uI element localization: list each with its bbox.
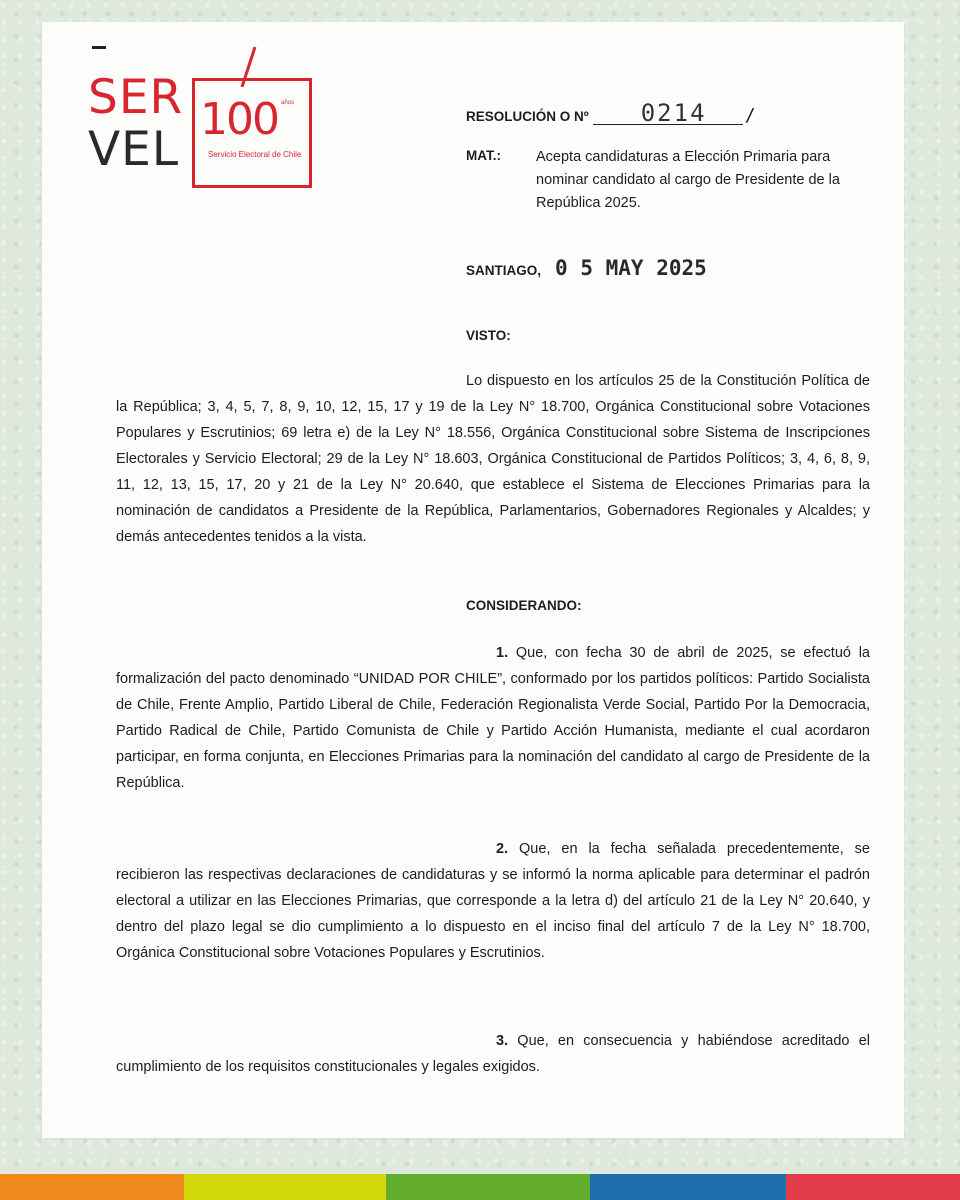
color-segment-blue — [590, 1174, 786, 1200]
item-text: Que, en la fecha señalada precedentemente, se recibieron las respectivas declaraciones de candidaturas y se informó la norma aplicable para determinar el padrón electoral a utilizar en las Elecciones Primarias, que corresponde a la letra d) del artículo 21 de la Ley N° 20.640, y dentro del plazo legal se dio cumplimiento a lo dispuesto en el inciso final del artículo 7 de la Ley N° 18.700, Orgánica Constitucional sobre Votaciones Populares y Escrutinios. — [116, 841, 870, 961]
logo-anos-label: años — [281, 100, 295, 106]
color-segment-green — [386, 1174, 590, 1200]
item-text: Que, en consecuencia y habiéndose acreditado el cumplimiento de los requisitos constitucionales y legales exigidos. — [116, 1033, 870, 1075]
resolution-suffix: / — [744, 105, 756, 126]
brand-color-bar — [0, 1174, 960, 1200]
item-number: 3. — [496, 1033, 509, 1049]
date-stamp: 0 5 MAY 2025 — [555, 256, 707, 280]
resolution-number: 0214 — [593, 102, 743, 125]
logo-dash — [92, 46, 106, 49]
color-segment-lime — [184, 1174, 386, 1200]
considerando-item-3 — [116, 1028, 870, 1080]
considerando-item-1 — [116, 640, 870, 796]
resolution-label: RESOLUCIÓN O Nº — [466, 109, 589, 124]
visto-heading: VISTO: — [466, 328, 511, 343]
logo-word-bottom: VEL — [88, 122, 180, 177]
item-number: 1. — [496, 645, 509, 661]
resolution-line — [466, 99, 756, 127]
considerando-item-2 — [116, 836, 870, 966]
logo-subtitle: Servicio Electoral de Chile — [208, 150, 302, 159]
document-page — [42, 22, 904, 1138]
considerando-heading: CONSIDERANDO: — [466, 598, 582, 613]
visto-paragraph: Lo dispuesto en los artículos 25 de la Constitución Política de la República; 3, 4, 5, 7, 8, 9, 10, 12, 15, 17 y 19 de la Ley N° 18.700, Orgánica Constitucional sobre Votaciones Populares y Escrutinios; 69 letra e) de la Ley N° 18.556, Orgánica Constitucional sobre Sistema de Inscripciones Electorales y Servicio Electoral; 29 de la Ley N° 18.603, Orgánica Constitucional de Partidos Políticos; 3, 4, 6, 8, 9, 11, 12, 13, 15, 17, 20 y 21 de la Ley N° 20.640, que establece el Sistema de Elecciones Primarias para la nominación de candidatos a Presidente de la República, Parlamentarios, Gobernadores Regionales y Alcaldes; y demás antecedentes tenidos a la vista. — [116, 373, 870, 545]
servel-logo — [64, 38, 304, 183]
color-segment-orange — [0, 1174, 184, 1200]
mat-label: MAT.: — [466, 148, 501, 163]
mat-text: Acepta candidaturas a Elección Primaria para nominar candidato al cargo de Presidente de la República 2025. — [536, 149, 840, 211]
color-segment-red — [786, 1174, 960, 1200]
city-date-line — [466, 256, 707, 280]
item-number: 2. — [496, 841, 509, 857]
city-label: SANTIAGO, — [466, 263, 542, 278]
logo-anniversary-number: 100 — [200, 94, 278, 145]
item-text: Que, con fecha 30 de abril de 2025, se efectuó la formalización del pacto denominado “UNIDAD POR CHILE”, conformado por los partidos políticos: Partido Socialista de Chile, Frente Amplio, Partido Liberal de Chile, Federación Regionalista Verde Social, Partido Por la Democracia, Partido Radical de Chile, Partido Comunista de Chile y Partido Acción Humanista, mediante el cual acordaron participar, en forma conjunta, en Elecciones Primarias para la nominación del candidato al cargo de Presidente de la República. — [116, 645, 870, 791]
logo-word-top: SER — [88, 70, 184, 125]
